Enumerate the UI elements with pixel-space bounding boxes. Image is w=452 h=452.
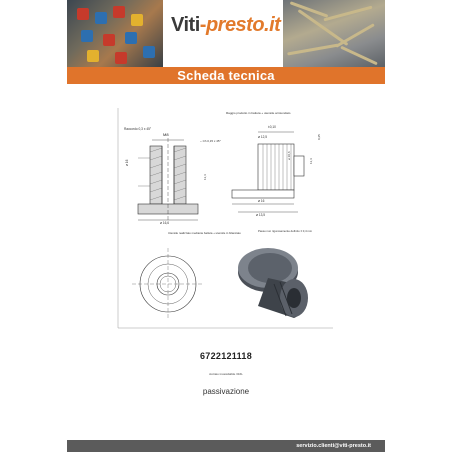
- tools-photo: [67, 0, 163, 67]
- label-dim-top: ø 12,5: [258, 135, 268, 139]
- product-code: 6722121118: [199, 351, 253, 361]
- product-3d-render: [238, 248, 308, 318]
- product-finish: passivazione: [202, 387, 250, 396]
- screws-photo: [283, 0, 385, 67]
- label-right-note: Passo non rigorosamente definito ± 0,4 mm: [258, 229, 313, 233]
- label-dia-base: ø 16,6: [160, 221, 170, 225]
- label-dim-bottom2: ø 13,5: [256, 213, 266, 217]
- top-view: [132, 248, 204, 320]
- contact-email-link[interactable]: servizio.clienti@viti-presto.it: [296, 443, 371, 449]
- section-view: [138, 138, 198, 222]
- side-view: [232, 144, 304, 198]
- label-top-note: Raggio prodotto in battuta + utensile arrotondato: [226, 111, 291, 115]
- logo-area: [163, 0, 283, 67]
- label-dim-bottom: ø 16: [258, 199, 265, 203]
- label-height-left: 11,4: [203, 174, 207, 180]
- technical-drawing: [108, 100, 338, 340]
- page-footer: [67, 440, 385, 452]
- label-thread-note: ~ Ch 0,15 x 45°: [200, 139, 221, 143]
- label-dim-mid: ø 10,6: [287, 151, 291, 160]
- label-tol-top: ±0,10: [268, 125, 276, 129]
- label-side-note: 0,25: [317, 134, 321, 140]
- label-dia-left: ø 16: [125, 159, 129, 166]
- label-thread: M8: [163, 132, 169, 137]
- brand-logo[interactable]: Viti-presto.it: [171, 14, 281, 36]
- page-header: [67, 0, 385, 67]
- product-material: Acciaio inossidabile 316L: [209, 372, 243, 376]
- title-bar: [67, 67, 385, 84]
- label-left-note: Raccordo 0,3 x 45°: [124, 127, 152, 131]
- page-title: Scheda tecnica: [177, 68, 275, 83]
- label-bottom-note: Utensile realizzato mediante battuta + utensile in bilanciato: [168, 231, 241, 235]
- label-height-right: 11,4: [309, 158, 313, 164]
